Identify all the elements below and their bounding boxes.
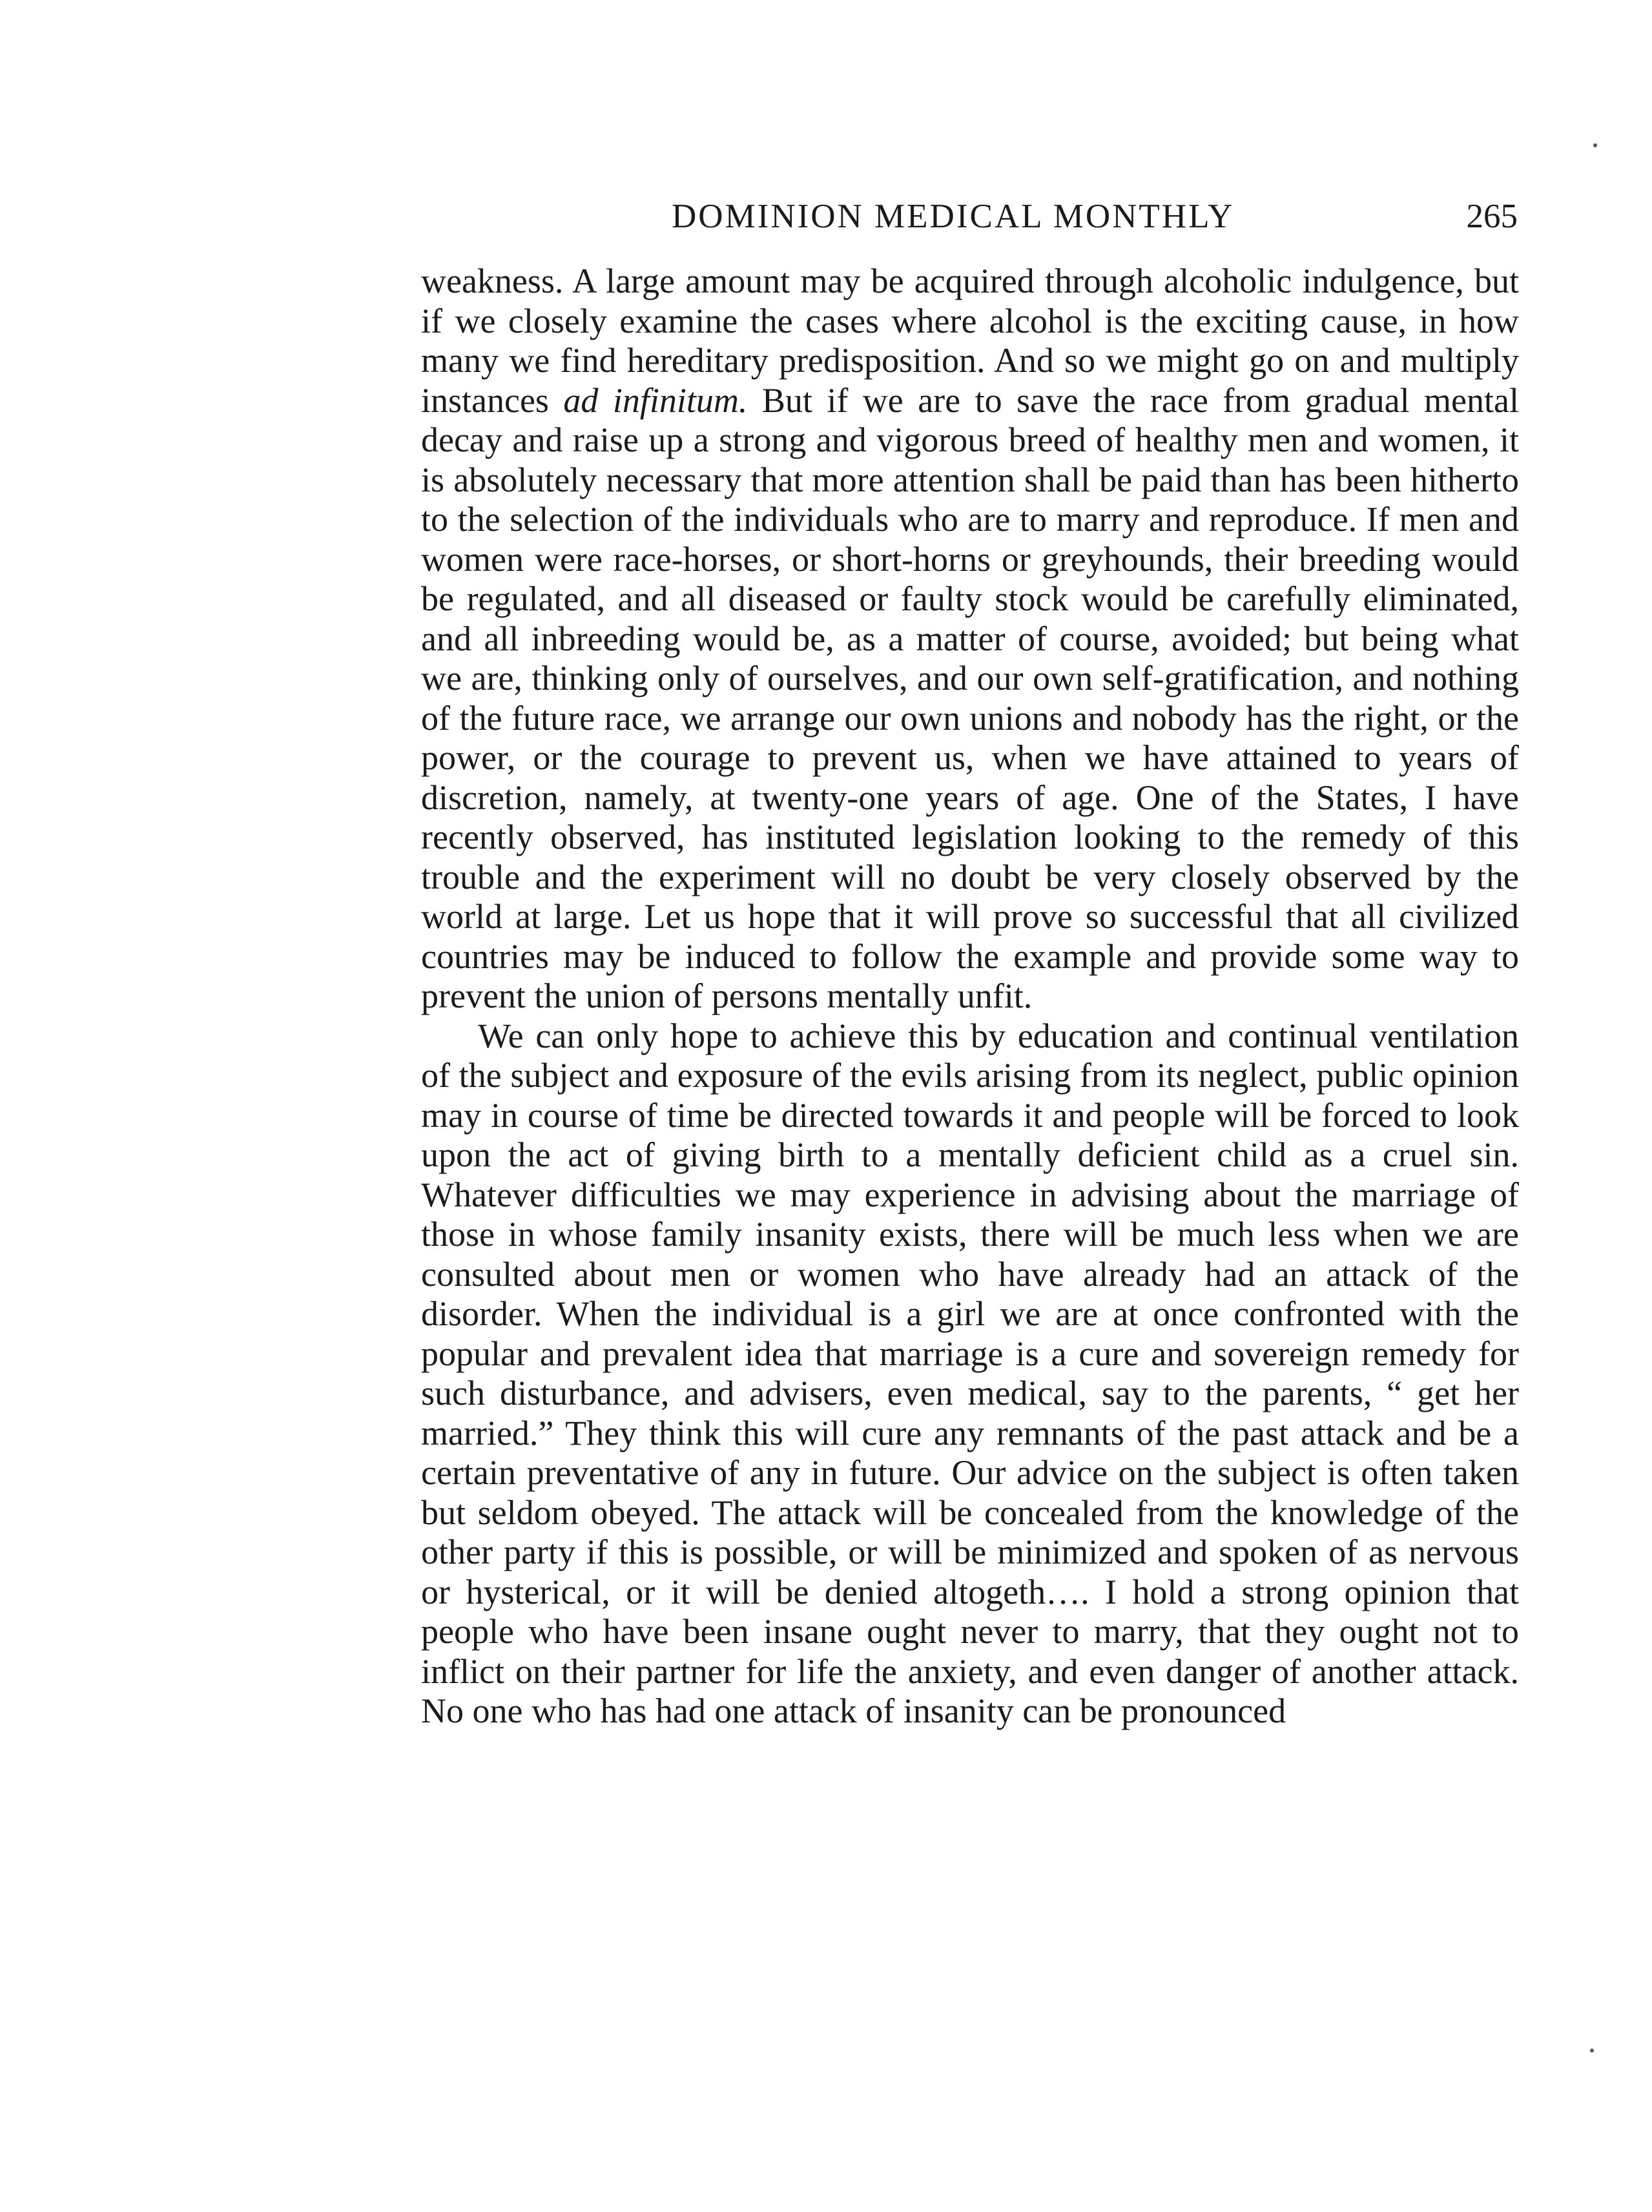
page-header <box>672 187 1518 245</box>
scan-speck <box>1593 143 1597 147</box>
body-text <box>421 262 1519 1731</box>
page-number: 265 <box>1466 198 1518 235</box>
paragraph-text: weakness. A large amount may be acquired through alcoholic indulgence, but if we closely examine the cases where alcohol is the exciting cause, in how many we find hereditary predisposition. And so we might go on and multiply instances <box>421 262 1519 420</box>
running-title: DOMINION MEDICAL MONTHLY <box>672 198 1235 235</box>
paragraph <box>421 262 1519 1017</box>
paragraph: We can only hope to achieve this by education and continual ventilation of the subject and exposure of the evils arising from its neglect, public opinion may in course of time be directed towards it and people will be forced to look upon the act of giving birth to a mentally deficient child as a cruel sin. Whatever difficulties we may experience in advising about the marriage of those in whose family insanity exists, there will be much less when we are consulted about men or women who have already had an attack of the disorder. When the individual is a girl we are at once confronted with the popular and prevalent idea that marriage is a cure and sovereign remedy for such disturbance, and advisers, even medical, say to the parents, “ get her married.” They think this will cure any remnants of the past attack and be a certain preventative of any in future. Our advice on the subject is often taken but seldom obeyed. The attack will be concealed from the knowledge of the other party if this is possible, or will be minimized and spoken of as nervous or hysterical, or it will be denied altogeth…. I hold a strong opinion that people who have been insane ought never to marry, that they ought not to inflict on their partner for life the anxiety, and even danger of another attack. No one who has had one attack of insanity can be pronounced <box>421 1016 1519 1730</box>
scan-speck <box>1590 2049 1594 2052</box>
italic-phrase: ad infinitum. <box>563 380 748 420</box>
paragraph-text: But if we are to save the race from gradual mental decay and raise up a strong and vigorous breed of healthy men and women, it is absolutely necessary that more attention shall be paid than has been hitherto to the selection of the individuals who are to marry and reproduce. If men and women were race-horses, or short-horns or greyhounds, their breeding would be regulated, and all diseased or faulty stock would be carefully eliminated, and all inbreeding would be, as a matter of course, avoided; but being what we are, thinking only of ourselves, and our own self-gratification, and nothing of the future race, we arrange our own unions and nobody has the right, or the power, or the courage to prevent us, when we have attained to years of discretion, namely, at twenty-one years of age. One of the States, I have recently observed, has instituted legislation looking to the remedy of this trouble and the experiment will no doubt be very closely observed by the world at large. Let us hope that it will prove so successful that all civilized countries may be induced to follow the example and provide some way to prevent the union of persons mentally unfit. <box>421 380 1519 1015</box>
